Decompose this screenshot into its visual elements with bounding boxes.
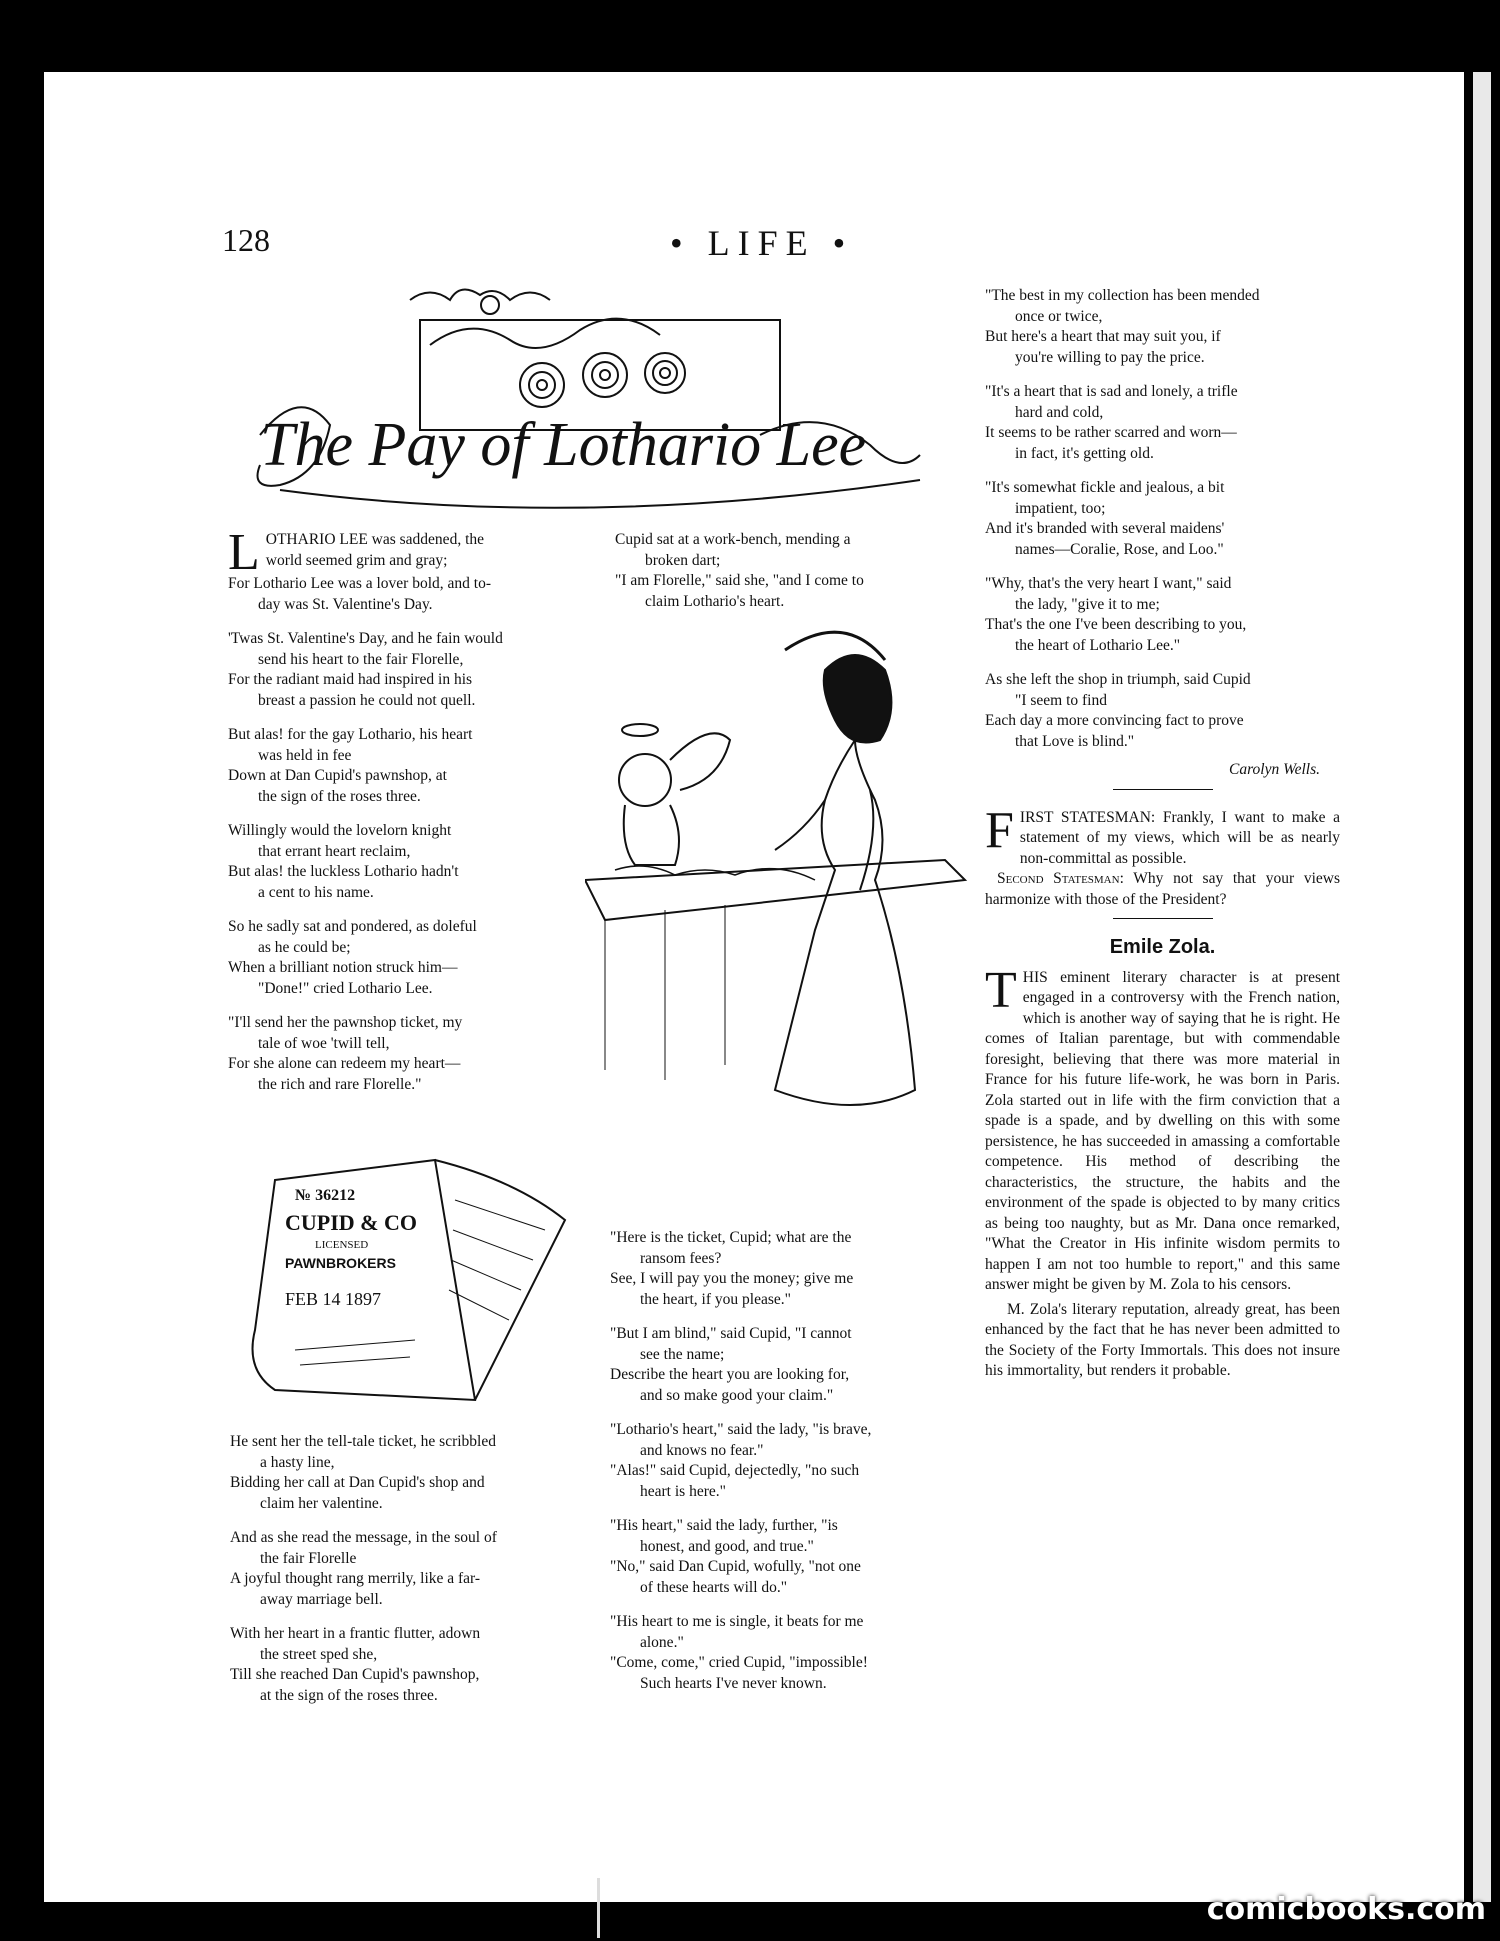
poem-line: "Alas!" said Cupid, dejectedly, "no such xyxy=(610,1462,860,1479)
poem-line: "But I am blind," said Cupid, "I cannot xyxy=(610,1325,852,1342)
poem-line: When a brilliant notion struck him— xyxy=(228,959,458,976)
second-statesman-label: Second Statesman: xyxy=(997,870,1124,887)
next-page-edge xyxy=(1470,72,1491,1902)
poem-stanza xyxy=(615,530,960,612)
lady-dress-icon xyxy=(775,740,915,1105)
poem-line: broken dart; xyxy=(645,551,721,569)
poem-line: names—Coralie, Rose, and Loo." xyxy=(1015,540,1224,558)
divider xyxy=(1113,789,1213,790)
poem-line: "Here is the ticket, Cupid; what are the xyxy=(610,1229,852,1246)
column-3 xyxy=(985,286,1340,1394)
halo-icon xyxy=(622,724,658,736)
poem-stanza xyxy=(228,524,588,615)
poem-stanza xyxy=(230,1528,590,1610)
poem-line: "I'll send her the pawnshop ticket, my xyxy=(228,1014,463,1031)
poem-stanza xyxy=(610,1228,965,1310)
poem-line: Till she reached Dan Cupid's pawnshop, xyxy=(230,1666,480,1683)
poem-line: "Come, come," cried Cupid, "impossible! xyxy=(610,1654,868,1671)
poem-line: day was St. Valentine's Day. xyxy=(258,595,433,613)
poem-line: See, I will pay you the money; give me xyxy=(610,1270,854,1287)
poem-line: of these hearts will do." xyxy=(640,1578,788,1596)
poem-stanza xyxy=(985,478,1340,560)
title-lettering: The Pay of Lothario Lee xyxy=(260,411,867,479)
poem-stanza xyxy=(228,917,588,999)
poem-line: world seemed grim and gray; xyxy=(265,551,448,569)
watermark: comicbooks.com xyxy=(1206,1892,1486,1927)
poem-author: Carolyn Wells. xyxy=(1229,761,1320,778)
poem-line: As she left the shop in triumph, said Cupid xyxy=(985,671,1251,688)
poem-stanza xyxy=(228,821,588,903)
poem-line: "No," said Dan Cupid, wofully, "not one xyxy=(610,1558,861,1575)
lady-hair-icon xyxy=(824,655,892,743)
poem-line: and knows no fear." xyxy=(640,1441,764,1459)
poem-line: that Love is blind." xyxy=(1015,732,1135,750)
poem-line: For the radiant maid had inspired in his xyxy=(228,671,473,688)
poem-line: For she alone can redeem my heart— xyxy=(228,1055,461,1072)
ticket-date: FEB 14 1897 xyxy=(285,1289,382,1309)
roses-icon xyxy=(520,353,685,407)
poem-line: "The best in my collection has been mended xyxy=(985,287,1260,304)
poem-line: once or twice, xyxy=(1015,307,1103,325)
poem-line: "His heart," said the lady, further, "is xyxy=(610,1517,838,1534)
article-heading: Emile Zola. xyxy=(1109,936,1216,958)
poem-line: the heart of Lothario Lee." xyxy=(1015,636,1181,654)
poem-line: you're willing to pay the price. xyxy=(1015,348,1205,366)
poem-line: It seems to be rather scarred and worn— xyxy=(985,424,1237,441)
poem-line: A joyful thought rang merrily, like a far- xyxy=(230,1570,481,1587)
poem-line: as he could be; xyxy=(258,938,351,956)
poem-line: the lady, "give it to me; xyxy=(1015,595,1160,613)
poem-line: the fair Florelle xyxy=(260,1549,357,1567)
article-paragraph xyxy=(985,961,1340,1296)
poem-line: breast a passion he could not quell. xyxy=(258,691,476,709)
poem-line: Bidding her call at Dan Cupid's shop and xyxy=(230,1474,485,1491)
poem-stanza xyxy=(610,1612,965,1694)
poem-line: the sign of the roses three. xyxy=(258,787,421,805)
page-number: 128 xyxy=(222,222,270,258)
poem-stanza xyxy=(228,629,588,711)
ticket-licensed: LICENSED xyxy=(315,1239,369,1251)
poem-line: and so make good your claim." xyxy=(640,1386,834,1404)
poem-stanza xyxy=(985,574,1340,656)
scan-gutter xyxy=(597,1878,600,1938)
poem-line: in fact, it's getting old. xyxy=(1015,444,1154,462)
poem-line: the rich and rare Florelle." xyxy=(258,1075,422,1093)
poem-column-1 xyxy=(228,524,588,1109)
poem-line: "I seem to find xyxy=(1015,691,1107,709)
poem-stanza xyxy=(985,670,1340,752)
article-text: HIS eminent literary character is at present engaged in a controversy with the French nation, which is another way of saying that he is right. He comes of Italian parentage, but with commendable foresight, believing that there was more material in France for his future life-work, he was born in Paris. Zola started out in life with the firm conviction that a spade is a spade, and by dwelling on this with some persistence, he has succeeded in amassing a comfortable competence. His method of describing the characteristics, the structure, the habits and the environment of the spade is objected to by many critics as being too naughty, but as Mr. Dana once remarked, "What the Creator in His infinite wisdom permits to happen I am not too humble to report," and this same answer might be given by M. Zola to his censors. xyxy=(985,968,1340,1293)
poem-line: claim Lothario's heart. xyxy=(645,592,785,610)
poem-line: Willingly would the lovelorn knight xyxy=(228,822,452,839)
poem-line: OTHARIO LEE was saddened, the xyxy=(265,531,484,548)
divider xyxy=(1113,918,1213,919)
poem-line: see the name; xyxy=(640,1345,725,1363)
poem-line: So he sadly sat and pondered, as doleful xyxy=(228,918,477,935)
poem-stanza xyxy=(985,382,1340,464)
poem-line: claim her valentine. xyxy=(260,1494,383,1512)
poem-line: And it's branded with several maidens' xyxy=(985,520,1225,537)
poem-line: Down at Dan Cupid's pawnshop, at xyxy=(228,767,447,784)
ticket-pawnbrokers: PAWNBROKERS xyxy=(285,1255,396,1271)
poem-line: "His heart to me is single, it beats for me xyxy=(610,1613,864,1630)
ticket-name: CUPID & CO xyxy=(285,1210,417,1235)
poem-line: But here's a heart that may suit you, if xyxy=(985,328,1221,345)
poem-column-1-lower xyxy=(230,1432,590,1720)
poem-line: But alas! for the gay Lothario, his heart xyxy=(228,726,473,743)
poem-line: "Done!" cried Lothario Lee. xyxy=(258,979,433,997)
poem-line: Such hearts I've never known. xyxy=(640,1674,827,1692)
masthead: • LIFE • xyxy=(670,223,854,263)
poem-line: a cent to his name. xyxy=(258,883,374,901)
poem-line: a hasty line, xyxy=(260,1453,335,1471)
poem-line: 'Twas St. Valentine's Day, and he fain would xyxy=(228,630,503,647)
statesman-dialogue xyxy=(985,801,1340,911)
poem-line: Cupid sat at a work-bench, mending a xyxy=(615,531,851,548)
ticket-number: № 36212 xyxy=(295,1187,356,1204)
poem-stanza xyxy=(228,725,588,807)
poem-stanza xyxy=(610,1324,965,1406)
drop-cap: T xyxy=(985,961,1017,1019)
poem-line: the heart, if you please." xyxy=(640,1290,791,1308)
poem-line: away marriage bell. xyxy=(260,1590,383,1608)
poem-line: "It's a heart that is sad and lonely, a trifle xyxy=(985,383,1238,400)
poem-line: heart is here." xyxy=(640,1482,726,1500)
poem-line: the street sped she, xyxy=(260,1645,378,1663)
poem-line: send his heart to the fair Florelle, xyxy=(258,650,464,668)
drop-cap: L xyxy=(228,524,260,581)
poem-stanza xyxy=(985,286,1340,368)
poem-line: impatient, too; xyxy=(1015,499,1106,517)
poem-line: He sent her the tell-tale ticket, he scribbled xyxy=(230,1433,496,1450)
title-illustration xyxy=(240,285,940,515)
poem-line: "I am Florelle," said she, "and I come to xyxy=(615,572,864,589)
poem-line: that errant heart reclaim, xyxy=(258,842,411,860)
poem-line: For Lothario Lee was a lover bold, and to- xyxy=(228,575,491,592)
poem-line: tale of woe 'twill tell, xyxy=(258,1034,390,1052)
cupid-icon xyxy=(619,754,671,806)
first-statesman-label: IRST STATESMAN: xyxy=(1019,808,1156,826)
article-paragraph: M. Zola's literary reputation, already great, has been enhanced by the fact that he has never been admitted to the Society of the Forty Immortals. This does not insure his immortality, but renders it probable. xyxy=(985,1300,1340,1379)
poem-line: ransom fees? xyxy=(640,1249,722,1267)
poem-line: "Why, that's the very heart I want," said xyxy=(985,575,1232,592)
poem-line: And as she read the message, in the soul of xyxy=(230,1529,497,1546)
poem-line: at the sign of the roses three. xyxy=(260,1686,438,1704)
first-statesman-text: Frankly, I want to make a statement of my views, which will be as nearly non-committal as possible. xyxy=(1019,808,1340,867)
poem-line: alone." xyxy=(640,1633,684,1651)
poem-line: "It's somewhat fickle and jealous, a bit xyxy=(985,479,1225,496)
poem-line: was held in fee xyxy=(258,746,352,764)
pawn-ticket-illustration xyxy=(225,1140,575,1410)
poem-stanza xyxy=(230,1624,590,1706)
poem-stanza xyxy=(230,1432,590,1514)
poem-line: But alas! the luckless Lothario hadn't xyxy=(228,863,459,880)
cupid-and-lady-illustration xyxy=(585,610,975,1210)
poem-line: hard and cold, xyxy=(1015,403,1104,421)
poem-line: With her heart in a frantic flutter, adown xyxy=(230,1625,481,1642)
second-statesman-text: Why not say that your views harmonize with those of the President? xyxy=(985,870,1340,908)
poem-stanza xyxy=(610,1516,965,1598)
drop-cap: F xyxy=(985,801,1014,859)
poem-stanza xyxy=(610,1420,965,1502)
poem-line: That's the one I've been describing to you, xyxy=(985,616,1247,633)
poem-column-2-lower xyxy=(610,1228,965,1708)
poem-line: honest, and good, and true." xyxy=(640,1537,814,1555)
poem-stanza xyxy=(228,1013,588,1095)
poem-line: Describe the heart you are looking for, xyxy=(610,1366,850,1383)
poem-line: "Lothario's heart," said the lady, "is brave, xyxy=(610,1421,872,1438)
poem-line: Each day a more convincing fact to prove xyxy=(985,712,1244,729)
